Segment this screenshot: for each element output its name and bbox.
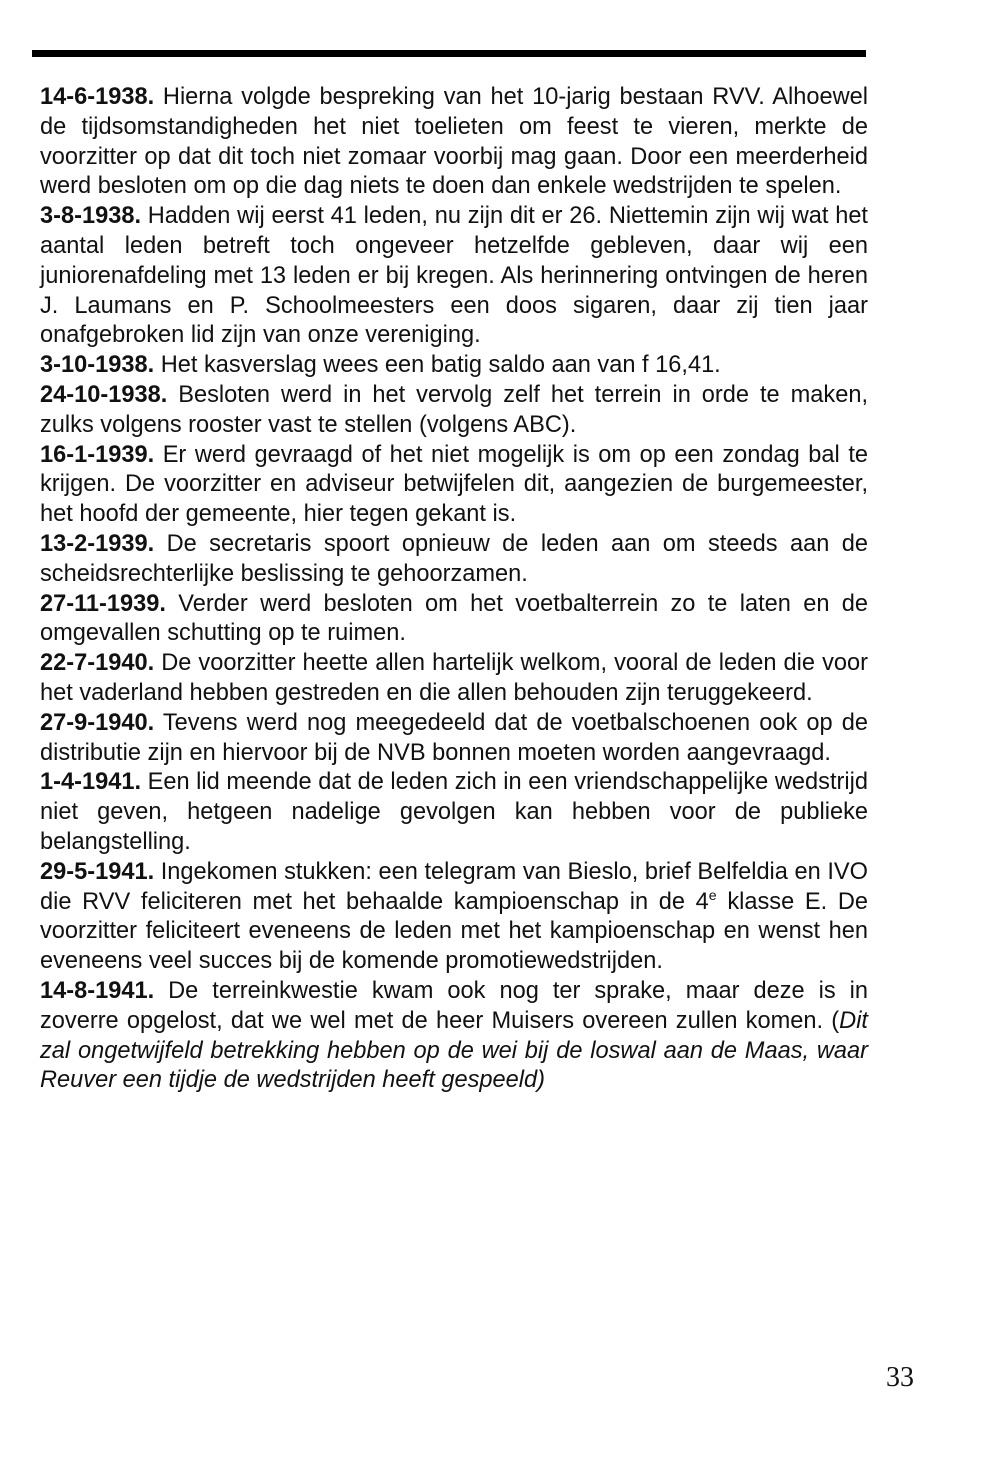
entry-date: 29-5-1941. (40, 858, 155, 885)
entry-29-5-1941 (40, 858, 868, 977)
page-number: 33 (886, 1362, 914, 1393)
top-rule (32, 50, 866, 57)
entry-1-4-1941 (40, 768, 868, 857)
page-body (40, 83, 868, 1096)
entry-date: 27-11-1939. (40, 590, 166, 617)
entry-text: Een lid meende dat de leden zich in een vriendschappelijke wedstrijd niet geven, hetgeen nadelige gevolgen kan hebben voor de publieke belangstelling. (40, 769, 868, 855)
entry-text: Hierna volgde bespreking van het 10-jarig bestaan RVV. Alhoewel de tijdsomstandigheden het niet toelieten om feest te vieren, merkte de voorzitter op dat dit toch niet zomaar voorbij mag gaan. Door een meerderheid werd besloten om op die dag niets te doen dan enkele wedstrijden te spelen. (40, 84, 868, 200)
entry-13-2-1939 (40, 530, 868, 590)
entry-text: De voorzitter heette allen hartelijk welkom, vooral de leden die voor het vaderland hebben gestreden en die allen behouden zijn teruggekeerd. (40, 650, 868, 706)
entry-date: 27-9-1940. (40, 709, 155, 736)
entry-14-6-1938 (40, 83, 868, 202)
entry-date: 14-8-1941. (40, 977, 155, 1004)
entry-text: Hadden wij eerst 41 leden, nu zijn dit er 26. Niettemin zijn wij wat het aantal leden betreft toch ongeveer hetzelfde gebleven, daar wij een juniorenafdeling met 13 leden er bij kregen. Als herinnering ontvingen de heren J. Laumans en P. Schoolmeesters een doos sigaren, daar zij tien jaar onafgebroken lid zijn van onze vereniging. (40, 203, 868, 349)
entry-date: 1-4-1941. (40, 769, 141, 796)
entry-date: 13-2-1939. (40, 530, 155, 557)
entry-3-10-1938 (40, 351, 868, 381)
entry-3-8-1938 (40, 202, 868, 351)
entry-22-7-1940 (40, 649, 868, 709)
entry-text: Het kasverslag wees een batig saldo aan van f 16,41. (160, 352, 721, 379)
entry-date: 16-1-1939. (40, 441, 155, 468)
ordinal-superscript: e (708, 887, 717, 904)
editor-note: Dit zal ongetwijfeld betrekking hebben op de wei bij de loswal aan de Maas, waar Reuver een tijdje de wedstrijden heeft gespeeld) (40, 1007, 868, 1094)
entry-text: Tevens werd nog meegedeeld dat de voetbalschoenen ook op de distributie zijn en hiervoor bij de NVB bonnen moeten worden aangevraagd. (40, 709, 868, 766)
entry-date: 3-8-1938. (40, 203, 141, 230)
entry-date: 22-7-1940. (40, 650, 155, 677)
entry-text: De secretaris spoort opnieuw de leden aan om steeds aan de scheidsrechterlijke beslissing te gehoorzamen. (40, 530, 868, 587)
entry-date: 24-10-1938. (40, 381, 168, 408)
entry-27-11-1939 (40, 590, 868, 650)
entry-text: Verder werd besloten om het voetbalterrein zo te laten en de omgevallen schutting op te ruimen. (40, 590, 868, 647)
entry-27-9-1940 (40, 709, 868, 769)
entry-14-8-1941 (40, 977, 868, 1096)
entry-text: De terreinkwestie kwam ook nog ter sprake, maar deze is in zoverre opgelost, dat we wel met de heer Muisers overeen zullen komen. ( (40, 977, 868, 1034)
entry-16-1-1939 (40, 441, 868, 530)
entry-24-10-1938 (40, 381, 868, 441)
entry-text: Besloten werd in het vervolg zelf het terrein in orde te maken, zulks volgens rooster vast te stellen (volgens ABC). (40, 381, 868, 438)
entry-date: 14-6-1938. (40, 84, 155, 110)
entry-text-continued: klasse E. De voorzitter feliciteert eveneens de leden met het kampioenschap en wenst hen eveneens veel succes bij de komende promotiewedstrijden. (40, 888, 868, 975)
entry-text: Ingekomen stukken: een telegram van Bieslo, brief Belfeldia en IVO die RVV feliciteren met het behaalde kampioenschap in de 4 (40, 858, 869, 915)
entry-date: 3-10-1938. (40, 352, 155, 379)
entry-text: Er werd gevraagd of het niet mogelijk is om op een zondag bal te krijgen. De voorzitter en adviseur betwijfelen dit, aangezien de burgemeester, het hoofd der gemeente, hier tegen gekant is. (40, 441, 868, 528)
